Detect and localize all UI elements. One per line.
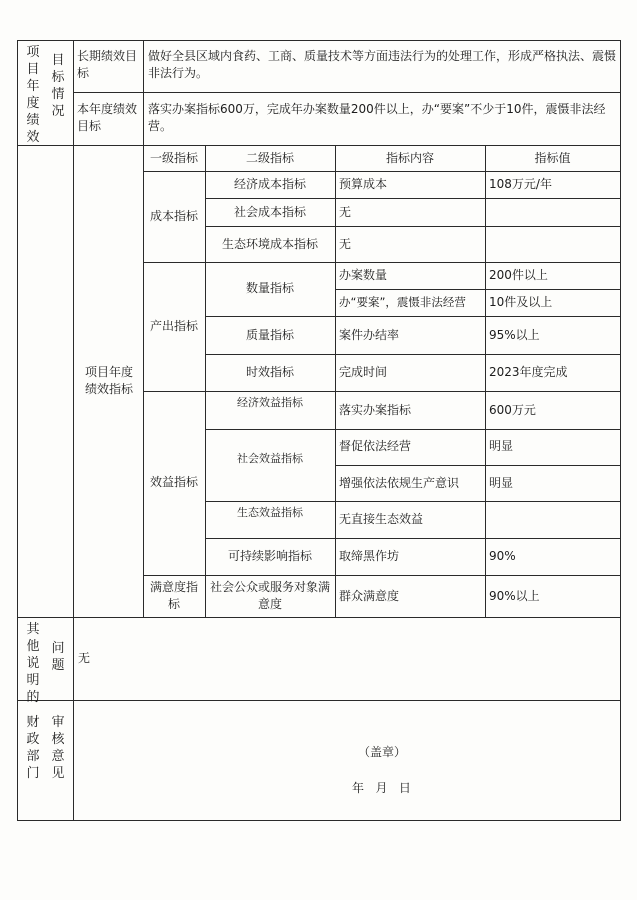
row-line	[205, 198, 621, 199]
row-line	[205, 538, 621, 539]
annual-goal-label: 本年度绩效目标	[77, 102, 138, 133]
col-divider-value	[485, 145, 486, 617]
header-level1: 一级指标	[149, 151, 198, 165]
content-cell: 预算成本	[339, 177, 388, 191]
outer-border-right	[620, 40, 621, 820]
outer-border-top	[17, 40, 621, 41]
level2-cell: 社会效益指标	[237, 452, 303, 465]
level1-benefit: 效益指标	[149, 475, 198, 489]
content-cell: 办案数量	[339, 268, 388, 282]
value-cell: 90%	[489, 549, 516, 563]
annual-goal-text: 落实办案指标600万，完成年办案数量200件以上，办“要案”不少于10件，震慑非法经营。	[148, 102, 606, 133]
row-line	[143, 391, 621, 392]
value-cell: 明显	[489, 476, 514, 490]
other-text: 无	[78, 651, 91, 665]
row-line	[205, 501, 621, 502]
row-line	[143, 575, 621, 576]
level2-cell: 可持续影响指标	[227, 549, 312, 563]
outer-border-bottom	[17, 820, 621, 821]
content-cell: 办“要案”，震慑非法经营	[339, 295, 466, 309]
content-cell: 无	[339, 237, 352, 251]
content-cell: 群众满意度	[339, 589, 400, 603]
long-term-goal-text: 做好全县区域内食药、工商、质量技术等方面违法行为的处理工作，形成严格执法、震慑非法行为。	[148, 49, 617, 80]
value-cell: 90%以上	[489, 589, 540, 603]
row-line	[205, 226, 621, 227]
value-cell: 10件及以上	[489, 295, 553, 309]
goals-target-label: 目 标 情 况	[51, 53, 65, 119]
content-cell: 督促依法经营	[339, 439, 412, 453]
content-cell: 案件办结率	[339, 328, 400, 342]
header-value: 指标值	[534, 151, 571, 165]
level2-cell: 社会公众或服务对象满意度	[209, 580, 330, 611]
level2-cell: 质量指标	[245, 328, 294, 342]
content-cell: 无直接生态效益	[339, 512, 424, 526]
level2-cell: 数量指标	[245, 281, 294, 295]
finance-label: 财 政 部 门	[26, 715, 40, 781]
row-line	[205, 316, 621, 317]
other-sub-label: 问 题	[51, 641, 65, 673]
row-line-goal-end	[17, 145, 621, 146]
value-cell: 108万元/年	[489, 177, 552, 191]
level2-cell: 经济效益指标	[237, 396, 303, 409]
row-line-indicators-end	[17, 617, 621, 618]
level2-cell: 生态环境成本指标	[221, 237, 318, 251]
row-line	[205, 429, 621, 430]
row-line	[143, 262, 621, 263]
row-line-other-end	[17, 700, 621, 701]
value-cell: 600万元	[489, 403, 536, 417]
col-divider-content	[335, 145, 336, 617]
level2-cell: 时效指标	[245, 365, 294, 379]
date-placeholder: 年 月 日	[352, 781, 411, 795]
row-line	[335, 289, 621, 290]
row-line	[335, 465, 621, 466]
content-cell: 完成时间	[339, 365, 388, 379]
level2-cell: 社会成本指标	[233, 205, 306, 219]
content-cell: 无	[339, 205, 352, 219]
level2-cell: 经济成本指标	[233, 177, 306, 191]
level1-satisfaction: 满意度指标	[149, 580, 198, 611]
level2-cell: 生态效益指标	[237, 506, 303, 519]
value-cell: 95%以上	[489, 328, 540, 342]
row-line-goal-mid	[73, 92, 621, 93]
content-cell: 增强依法依规生产意识	[339, 476, 460, 490]
value-cell: 明显	[489, 439, 514, 453]
header-content: 指标内容	[385, 151, 434, 165]
row-line	[143, 171, 621, 172]
content-cell: 取缔黑作坊	[339, 549, 400, 563]
col-divider-a	[73, 40, 74, 820]
indicators-section-label: 项目年度绩效指标	[84, 365, 133, 396]
other-label: 其 他 说 明 的	[26, 622, 40, 705]
level1-output: 产出指标	[149, 319, 198, 333]
value-cell: 200件以上	[489, 268, 548, 282]
goals-group-label: 项 目 年 度 绩 效	[26, 45, 40, 145]
long-term-goal-label: 长期绩效目标	[77, 49, 138, 80]
level1-cost: 成本指标	[149, 209, 198, 223]
content-cell: 落实办案指标	[339, 403, 412, 417]
finance-sub-label: 审 核 意 见	[51, 715, 65, 781]
value-cell: 2023年度完成	[489, 365, 568, 379]
row-line	[205, 354, 621, 355]
seal-placeholder: （盖章）	[358, 745, 407, 759]
header-level2: 二级指标	[245, 151, 294, 165]
